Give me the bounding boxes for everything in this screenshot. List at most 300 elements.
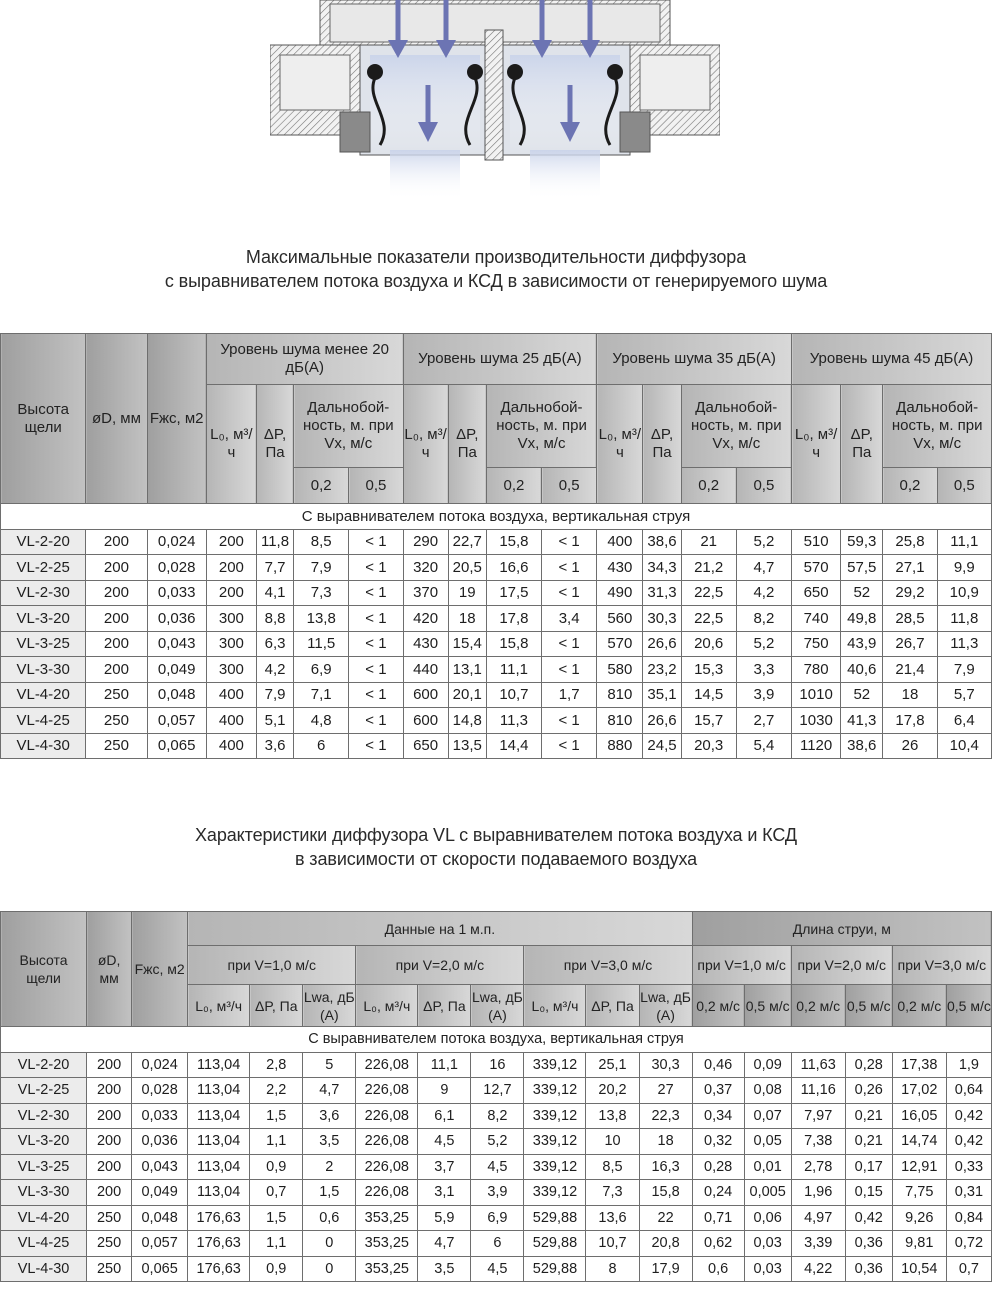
value-cell: 27,1 bbox=[883, 555, 937, 581]
header-slot-height: Высота щели bbox=[1, 334, 86, 504]
noise-performance-table bbox=[0, 333, 992, 759]
value-cell: 21 bbox=[681, 529, 736, 555]
value-cell: 0,048 bbox=[147, 682, 206, 708]
value-cell: 353,25 bbox=[356, 1205, 418, 1231]
value-cell: 4,7 bbox=[418, 1231, 471, 1257]
value-cell: 420 bbox=[403, 606, 448, 632]
value-cell: 6,9 bbox=[471, 1205, 524, 1231]
header-v02: 0,2 bbox=[883, 468, 937, 504]
value-cell: 17,02 bbox=[892, 1078, 946, 1104]
value-cell: 339,12 bbox=[524, 1103, 586, 1129]
value-cell: 0,64 bbox=[946, 1078, 991, 1104]
value-cell: 21,4 bbox=[883, 657, 937, 683]
value-cell: 3,5 bbox=[418, 1256, 471, 1282]
value-cell: 570 bbox=[597, 631, 643, 657]
value-cell: 176,63 bbox=[188, 1256, 250, 1282]
model-cell: VL-3-20 bbox=[1, 1129, 87, 1155]
value-cell: 25,8 bbox=[883, 529, 937, 555]
value-cell: 0,15 bbox=[845, 1180, 892, 1206]
value-cell: 0,065 bbox=[132, 1256, 188, 1282]
value-cell: 15,4 bbox=[448, 631, 486, 657]
value-cell: 11,8 bbox=[256, 529, 293, 555]
value-cell: 17,5 bbox=[486, 580, 541, 606]
value-cell: 15,3 bbox=[681, 657, 736, 683]
value-cell: 200 bbox=[87, 1078, 132, 1104]
value-cell: 11,5 bbox=[294, 631, 349, 657]
value-cell: 200 bbox=[87, 1103, 132, 1129]
value-cell: 7,9 bbox=[937, 657, 991, 683]
header-range: Дальнобой-ность, м. при Vx, м/с bbox=[294, 385, 403, 468]
value-cell: 17,9 bbox=[639, 1256, 692, 1282]
value-cell: 8,2 bbox=[471, 1103, 524, 1129]
value-cell: 38,6 bbox=[643, 529, 681, 555]
value-cell: 200 bbox=[206, 580, 256, 606]
header-v05: 0,5 bbox=[349, 468, 403, 504]
model-cell: VL-2-30 bbox=[1, 1103, 87, 1129]
value-cell: 22 bbox=[639, 1205, 692, 1231]
value-cell: 3,3 bbox=[736, 657, 791, 683]
value-cell: 0,065 bbox=[147, 733, 206, 759]
value-cell: 176,63 bbox=[188, 1205, 250, 1231]
value-cell: 0,42 bbox=[946, 1129, 991, 1155]
table-row bbox=[1, 733, 992, 759]
value-cell: 2 bbox=[303, 1154, 356, 1180]
value-cell: 28,5 bbox=[883, 606, 937, 632]
value-cell: 0,043 bbox=[147, 631, 206, 657]
value-cell: 31,3 bbox=[643, 580, 681, 606]
value-cell: 200 bbox=[86, 580, 147, 606]
value-cell: 250 bbox=[86, 682, 147, 708]
value-cell: 339,12 bbox=[524, 1154, 586, 1180]
value-cell: 5,1 bbox=[256, 708, 293, 734]
value-cell: 339,12 bbox=[524, 1078, 586, 1104]
value-cell: 176,63 bbox=[188, 1231, 250, 1257]
value-cell: 0,26 bbox=[845, 1078, 892, 1104]
value-cell: 529,88 bbox=[524, 1231, 586, 1257]
value-cell: 2,2 bbox=[250, 1078, 303, 1104]
value-cell: 13,6 bbox=[586, 1205, 639, 1231]
value-cell: 0 bbox=[303, 1231, 356, 1257]
value-cell: 250 bbox=[86, 733, 147, 759]
value-cell: 3,4 bbox=[542, 606, 597, 632]
value-cell: 0,057 bbox=[147, 708, 206, 734]
header-lo: L₀, м³/ч bbox=[524, 985, 586, 1027]
model-cell: VL-3-30 bbox=[1, 657, 86, 683]
value-cell: 25,1 bbox=[586, 1052, 639, 1078]
table-row bbox=[1, 1078, 992, 1104]
value-cell: 11,3 bbox=[937, 631, 991, 657]
value-cell: 3,39 bbox=[791, 1231, 845, 1257]
value-cell: 0,06 bbox=[744, 1205, 791, 1231]
value-cell: 200 bbox=[86, 529, 147, 555]
value-cell: 0,33 bbox=[946, 1154, 991, 1180]
value-cell: 0,42 bbox=[845, 1205, 892, 1231]
value-cell: 0,033 bbox=[147, 580, 206, 606]
header-dp: ΔP, Па bbox=[586, 985, 639, 1027]
header-j02: 0,2 м/с bbox=[692, 985, 744, 1027]
value-cell: 320 bbox=[403, 555, 448, 581]
value-cell: 113,04 bbox=[188, 1129, 250, 1155]
header-dp: ΔP, Па bbox=[841, 385, 883, 504]
value-cell: 7,97 bbox=[791, 1103, 845, 1129]
header-lwa: Lwa, дБ (А) bbox=[639, 985, 692, 1027]
value-cell: 10,54 bbox=[892, 1256, 946, 1282]
value-cell: 19 bbox=[448, 580, 486, 606]
value-cell: 0,005 bbox=[744, 1180, 791, 1206]
value-cell: 0,32 bbox=[692, 1129, 744, 1155]
table-row bbox=[1, 657, 992, 683]
value-cell: 20,8 bbox=[639, 1231, 692, 1257]
value-cell: 0,36 bbox=[845, 1256, 892, 1282]
value-cell: 13,1 bbox=[448, 657, 486, 683]
value-cell: 20,6 bbox=[681, 631, 736, 657]
value-cell: 1030 bbox=[792, 708, 841, 734]
value-cell: 3,6 bbox=[303, 1103, 356, 1129]
table-row bbox=[1, 555, 992, 581]
value-cell: 200 bbox=[206, 529, 256, 555]
value-cell: 10,4 bbox=[937, 733, 991, 759]
value-cell: 113,04 bbox=[188, 1154, 250, 1180]
header-range: Дальнобой-ность, м. при Vx, м/с bbox=[486, 385, 596, 468]
value-cell: 5,9 bbox=[418, 1205, 471, 1231]
value-cell: 4,22 bbox=[791, 1256, 845, 1282]
value-cell: 353,25 bbox=[356, 1231, 418, 1257]
model-cell: VL-4-20 bbox=[1, 1205, 87, 1231]
value-cell: 200 bbox=[87, 1052, 132, 1078]
value-cell: 4,2 bbox=[256, 657, 293, 683]
value-cell: 250 bbox=[87, 1231, 132, 1257]
value-cell: 300 bbox=[206, 606, 256, 632]
value-cell: 353,25 bbox=[356, 1256, 418, 1282]
value-cell: 0,024 bbox=[132, 1052, 188, 1078]
header-jet-length: Длина струи, м bbox=[692, 912, 991, 946]
model-cell: VL-2-20 bbox=[1, 529, 86, 555]
table-row bbox=[1, 580, 992, 606]
value-cell: 226,08 bbox=[356, 1078, 418, 1104]
value-cell: 10,7 bbox=[486, 682, 541, 708]
value-cell: 34,3 bbox=[643, 555, 681, 581]
value-cell: 810 bbox=[597, 708, 643, 734]
value-cell: 4,5 bbox=[471, 1256, 524, 1282]
model-cell: VL-2-30 bbox=[1, 580, 86, 606]
value-cell: 560 bbox=[597, 606, 643, 632]
value-cell: 24,5 bbox=[643, 733, 681, 759]
value-cell: 3,9 bbox=[736, 682, 791, 708]
value-cell: 26 bbox=[883, 733, 937, 759]
value-cell: 113,04 bbox=[188, 1103, 250, 1129]
header-lo: L₀, м³/ч bbox=[206, 385, 256, 504]
value-cell: 529,88 bbox=[524, 1205, 586, 1231]
value-cell: 0,37 bbox=[692, 1078, 744, 1104]
value-cell: 0,049 bbox=[132, 1180, 188, 1206]
section-label: С выравнивателем потока воздуха, вертикальная струя bbox=[1, 1027, 992, 1053]
value-cell: 13,8 bbox=[294, 606, 349, 632]
value-cell: 740 bbox=[792, 606, 841, 632]
value-cell: 14,74 bbox=[892, 1129, 946, 1155]
value-cell: 250 bbox=[87, 1205, 132, 1231]
value-cell: 52 bbox=[841, 580, 883, 606]
value-cell: 18 bbox=[448, 606, 486, 632]
header-noise-20: Уровень шума менее 20 дБ(А) bbox=[206, 334, 403, 385]
value-cell: 11,63 bbox=[791, 1052, 845, 1078]
header-jet-v2: при V=2,0 м/с bbox=[791, 946, 892, 985]
value-cell: 20,1 bbox=[448, 682, 486, 708]
value-cell: 600 bbox=[403, 708, 448, 734]
value-cell: 5,7 bbox=[937, 682, 991, 708]
value-cell: 0,28 bbox=[845, 1052, 892, 1078]
model-cell: VL-2-25 bbox=[1, 555, 86, 581]
value-cell: 7,38 bbox=[791, 1129, 845, 1155]
value-cell: 0,9 bbox=[250, 1256, 303, 1282]
value-cell: 3,6 bbox=[256, 733, 293, 759]
header-noise-35: Уровень шума 35 дБ(А) bbox=[597, 334, 792, 385]
value-cell: < 1 bbox=[542, 529, 597, 555]
value-cell: < 1 bbox=[349, 555, 403, 581]
header-j05: 0,5 м/с bbox=[845, 985, 892, 1027]
value-cell: 4,8 bbox=[294, 708, 349, 734]
value-cell: 200 bbox=[206, 555, 256, 581]
value-cell: < 1 bbox=[542, 631, 597, 657]
value-cell: < 1 bbox=[542, 555, 597, 581]
value-cell: 16,3 bbox=[639, 1154, 692, 1180]
value-cell: 35,1 bbox=[643, 682, 681, 708]
value-cell: 0,6 bbox=[692, 1256, 744, 1282]
value-cell: 0,057 bbox=[132, 1231, 188, 1257]
value-cell: 750 bbox=[792, 631, 841, 657]
header-j05: 0,5 м/с bbox=[744, 985, 791, 1027]
header-lwa: Lwa, дБ (А) bbox=[303, 985, 356, 1027]
model-cell: VL-3-25 bbox=[1, 631, 86, 657]
header-lo: L₀, м³/ч bbox=[356, 985, 418, 1027]
value-cell: 6,3 bbox=[256, 631, 293, 657]
value-cell: 200 bbox=[86, 555, 147, 581]
value-cell: 26,6 bbox=[643, 708, 681, 734]
value-cell: 29,2 bbox=[883, 580, 937, 606]
value-cell: 1,96 bbox=[791, 1180, 845, 1206]
value-cell: 226,08 bbox=[356, 1154, 418, 1180]
value-cell: 1,5 bbox=[250, 1205, 303, 1231]
value-cell: 17,8 bbox=[486, 606, 541, 632]
value-cell: 226,08 bbox=[356, 1180, 418, 1206]
header-v05: 0,5 bbox=[937, 468, 991, 504]
value-cell: 20,5 bbox=[448, 555, 486, 581]
table-row bbox=[1, 1129, 992, 1155]
header-range: Дальнобой-ность, м. при Vx, м/с bbox=[681, 385, 791, 468]
value-cell: < 1 bbox=[542, 708, 597, 734]
header-j02: 0,2 м/с bbox=[791, 985, 845, 1027]
value-cell: 7,9 bbox=[256, 682, 293, 708]
value-cell: 3,7 bbox=[418, 1154, 471, 1180]
value-cell: 7,75 bbox=[892, 1180, 946, 1206]
table-row bbox=[1, 1052, 992, 1078]
value-cell: 22,5 bbox=[681, 580, 736, 606]
value-cell: 1,7 bbox=[542, 682, 597, 708]
value-cell: 14,4 bbox=[486, 733, 541, 759]
header-diameter: øD, мм bbox=[87, 912, 132, 1027]
value-cell: 0,62 bbox=[692, 1231, 744, 1257]
table1-title: Максимальные показатели производительности диффузора с выравнивателем потока воздуха и КСД в зависимости от генерируемого шума bbox=[164, 247, 828, 291]
header-noise-45: Уровень шума 45 дБ(А) bbox=[792, 334, 992, 385]
value-cell: 6,9 bbox=[294, 657, 349, 683]
table-row bbox=[1, 606, 992, 632]
header-lo: L₀, м³/ч bbox=[188, 985, 250, 1027]
model-cell: VL-4-25 bbox=[1, 708, 86, 734]
value-cell: 6,1 bbox=[418, 1103, 471, 1129]
table-row bbox=[1, 708, 992, 734]
value-cell: 13,8 bbox=[586, 1103, 639, 1129]
value-cell: 7,3 bbox=[294, 580, 349, 606]
value-cell: 290 bbox=[403, 529, 448, 555]
value-cell: 2,7 bbox=[736, 708, 791, 734]
value-cell: 490 bbox=[597, 580, 643, 606]
value-cell: 16,05 bbox=[892, 1103, 946, 1129]
value-cell: 0,21 bbox=[845, 1103, 892, 1129]
value-cell: 11,16 bbox=[791, 1078, 845, 1104]
value-cell: 4,7 bbox=[303, 1078, 356, 1104]
value-cell: 0,036 bbox=[132, 1129, 188, 1155]
value-cell: 780 bbox=[792, 657, 841, 683]
header-slot-height: Высота щели bbox=[1, 912, 87, 1027]
value-cell: 529,88 bbox=[524, 1256, 586, 1282]
value-cell: 440 bbox=[403, 657, 448, 683]
model-cell: VL-2-20 bbox=[1, 1052, 87, 1078]
header-v05: 0,5 bbox=[542, 468, 597, 504]
value-cell: 43,9 bbox=[841, 631, 883, 657]
value-cell: 510 bbox=[792, 529, 841, 555]
value-cell: 2,78 bbox=[791, 1154, 845, 1180]
header-dp: ΔP, Па bbox=[448, 385, 486, 504]
value-cell: 1,5 bbox=[303, 1180, 356, 1206]
value-cell: 0,7 bbox=[946, 1256, 991, 1282]
value-cell: 4,2 bbox=[736, 580, 791, 606]
header-v05: 0,5 bbox=[736, 468, 791, 504]
value-cell: 12,7 bbox=[471, 1078, 524, 1104]
value-cell: 200 bbox=[87, 1129, 132, 1155]
header-dp: ΔP, Па bbox=[643, 385, 681, 504]
value-cell: 650 bbox=[792, 580, 841, 606]
header-lo: L₀, м³/ч bbox=[403, 385, 448, 504]
value-cell: 400 bbox=[206, 733, 256, 759]
value-cell: 0,07 bbox=[744, 1103, 791, 1129]
value-cell: 226,08 bbox=[356, 1052, 418, 1078]
value-cell: 11,8 bbox=[937, 606, 991, 632]
value-cell: 0,036 bbox=[147, 606, 206, 632]
value-cell: 200 bbox=[86, 631, 147, 657]
value-cell: 8 bbox=[586, 1256, 639, 1282]
value-cell: 15,7 bbox=[681, 708, 736, 734]
header-v3: при V=3,0 м/с bbox=[524, 946, 692, 985]
value-cell: 9 bbox=[418, 1078, 471, 1104]
value-cell: 9,9 bbox=[937, 555, 991, 581]
value-cell: < 1 bbox=[349, 580, 403, 606]
value-cell: 8,5 bbox=[586, 1154, 639, 1180]
value-cell: 810 bbox=[597, 682, 643, 708]
header-v02: 0,2 bbox=[294, 468, 349, 504]
value-cell: 2,8 bbox=[250, 1052, 303, 1078]
value-cell: 6,4 bbox=[937, 708, 991, 734]
value-cell: 0,84 bbox=[946, 1205, 991, 1231]
model-cell: VL-3-25 bbox=[1, 1154, 87, 1180]
value-cell: 4,5 bbox=[471, 1154, 524, 1180]
value-cell: 5 bbox=[303, 1052, 356, 1078]
model-cell: VL-4-25 bbox=[1, 1231, 87, 1257]
value-cell: 10,7 bbox=[586, 1231, 639, 1257]
value-cell: 11,1 bbox=[418, 1052, 471, 1078]
value-cell: < 1 bbox=[349, 682, 403, 708]
header-dp: ΔP, Па bbox=[418, 985, 471, 1027]
value-cell: 0,34 bbox=[692, 1103, 744, 1129]
value-cell: 16 bbox=[471, 1052, 524, 1078]
value-cell: 0,09 bbox=[744, 1052, 791, 1078]
value-cell: 400 bbox=[597, 529, 643, 555]
header-dp: ΔP, Па bbox=[256, 385, 293, 504]
table-row bbox=[1, 682, 992, 708]
value-cell: 300 bbox=[206, 657, 256, 683]
value-cell: 430 bbox=[403, 631, 448, 657]
value-cell: < 1 bbox=[349, 529, 403, 555]
diffuser-section-drawing bbox=[270, 0, 720, 200]
value-cell: 20,2 bbox=[586, 1078, 639, 1104]
value-cell: 339,12 bbox=[524, 1180, 586, 1206]
header-data-per-meter: Данные на 1 м.п. bbox=[188, 912, 692, 946]
value-cell: < 1 bbox=[349, 606, 403, 632]
value-cell: 12,91 bbox=[892, 1154, 946, 1180]
table-row bbox=[1, 1231, 992, 1257]
value-cell: 8,2 bbox=[736, 606, 791, 632]
value-cell: 16,6 bbox=[486, 555, 541, 581]
value-cell: 400 bbox=[206, 708, 256, 734]
value-cell: 5,2 bbox=[471, 1129, 524, 1155]
value-cell: 1010 bbox=[792, 682, 841, 708]
value-cell: 300 bbox=[206, 631, 256, 657]
value-cell: 15,8 bbox=[486, 631, 541, 657]
value-cell: 250 bbox=[87, 1256, 132, 1282]
value-cell: 1,5 bbox=[250, 1103, 303, 1129]
value-cell: < 1 bbox=[349, 708, 403, 734]
value-cell: 0,36 bbox=[845, 1231, 892, 1257]
value-cell: 5,2 bbox=[736, 529, 791, 555]
value-cell: 6 bbox=[471, 1231, 524, 1257]
value-cell: 57,5 bbox=[841, 555, 883, 581]
header-lo: L₀, м³/ч bbox=[597, 385, 643, 504]
value-cell: 8,8 bbox=[256, 606, 293, 632]
value-cell: 0 bbox=[303, 1256, 356, 1282]
table1-body bbox=[1, 529, 992, 759]
value-cell: 4,7 bbox=[736, 555, 791, 581]
value-cell: 3,5 bbox=[303, 1129, 356, 1155]
model-cell: VL-3-20 bbox=[1, 606, 86, 632]
value-cell: 200 bbox=[87, 1154, 132, 1180]
header-v02: 0,2 bbox=[486, 468, 541, 504]
value-cell: 400 bbox=[206, 682, 256, 708]
value-cell: 0,028 bbox=[147, 555, 206, 581]
value-cell: 0,033 bbox=[132, 1103, 188, 1129]
value-cell: 26,7 bbox=[883, 631, 937, 657]
value-cell: 113,04 bbox=[188, 1078, 250, 1104]
value-cell: 7,9 bbox=[294, 555, 349, 581]
value-cell: 18 bbox=[883, 682, 937, 708]
value-cell: 1120 bbox=[792, 733, 841, 759]
value-cell: 30,3 bbox=[643, 606, 681, 632]
value-cell: 15,8 bbox=[486, 529, 541, 555]
value-cell: 38,6 bbox=[841, 733, 883, 759]
value-cell: 0,08 bbox=[744, 1078, 791, 1104]
value-cell: 0,01 bbox=[744, 1154, 791, 1180]
value-cell: 22,5 bbox=[681, 606, 736, 632]
value-cell: 41,3 bbox=[841, 708, 883, 734]
value-cell: 200 bbox=[87, 1180, 132, 1206]
value-cell: 3,1 bbox=[418, 1180, 471, 1206]
